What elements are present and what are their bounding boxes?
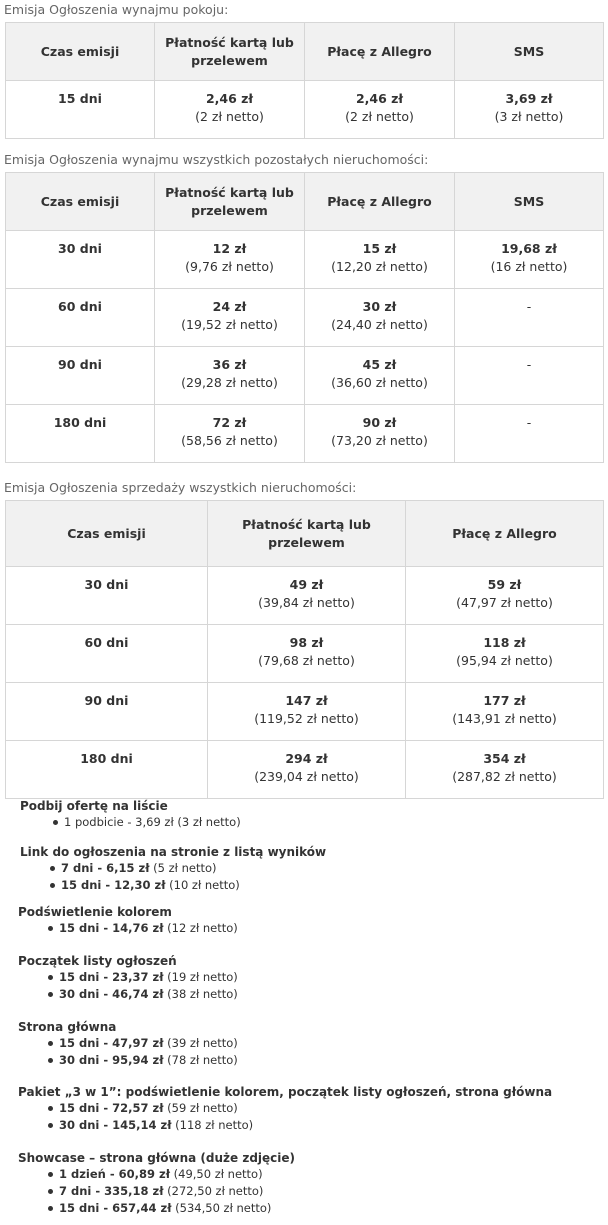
gross-price: 15 zł [362,241,397,256]
column-header: Płatność kartą lub przelewem [155,23,305,81]
price-cell [208,741,406,799]
duration-cell: 15 dni [6,81,155,139]
table-header-row [6,173,604,231]
net-price: (12,20 zł netto) [331,259,428,274]
net-price: (16 zł netto) [490,259,568,274]
gross-price: 12 zł [212,241,247,256]
list-item: 30 dni - 46,74 zł (38 zł netto) [45,986,238,1003]
sales-price-table [5,500,604,799]
duration-cell: 180 dni [6,741,208,799]
duration-cell: 180 dni [6,405,155,463]
table-row [6,741,604,799]
gross-price: 2,46 zł [355,91,404,106]
extra-title: Podświetlenie kolorem [18,905,172,919]
net-price: (239,04 zł netto) [254,769,359,784]
column-header: Czas emisji [6,173,155,231]
rooms-price-table [5,22,604,139]
gross-price: 90 zł [362,415,397,430]
column-header: Czas emisji [6,501,208,567]
duration-cell: 60 dni [6,289,155,347]
no-price-dash: - [526,299,532,314]
price-cell [455,231,604,289]
list-item: 15 dni - 12,30 zł (10 zł netto) [47,877,326,894]
duration-cell: 30 dni [6,231,155,289]
table-row [6,405,604,463]
sales-section-title: Emisja Ogłoszenia sprzedaży wszystkich nieruchomości: [4,480,357,495]
table-row [6,683,604,741]
extra-list-top [18,953,238,1003]
extra-package-3in1 [18,1084,552,1134]
net-price: (79,68 zł netto) [258,653,355,668]
net-price: (29,28 zł netto) [181,375,278,390]
gross-price: 72 zł [212,415,247,430]
net-price: (2 zł netto) [195,109,264,124]
net-price: (24,40 zł netto) [331,317,428,332]
table-row [6,567,604,625]
price-cell [406,741,604,799]
extra-showcase [18,1150,295,1217]
table-header-row [6,501,604,567]
column-header: Płatność kartą lub przelewem [155,173,305,231]
list-item: 1 podbicie - 3,69 zł (3 zł netto) [50,814,241,831]
extra-title: Pakiet „3 w 1”: podświetlenie kolorem, początek listy ogłoszeń, strona główna [18,1085,553,1099]
list-item: 7 dni - 6,15 zł (5 zł netto) [47,860,326,877]
list-item: 30 dni - 145,14 zł (118 zł netto) [45,1117,552,1134]
gross-price: 2,46 zł [205,91,254,106]
list-item: 15 dni - 14,76 zł (12 zł netto) [45,920,238,937]
gross-price: 19,68 zł [501,241,557,256]
extra-title: Showcase – strona główna (duże zdjęcie) [18,1151,296,1165]
net-price: (73,20 zł netto) [331,433,428,448]
rentals-price-table [5,172,604,463]
price-cell [305,231,455,289]
column-header: Płacę z Allegro [406,501,604,567]
net-price: (95,94 zł netto) [456,653,553,668]
extra-title: Początek listy ogłoszeń [18,954,177,968]
net-price: (119,52 zł netto) [254,711,359,726]
net-price: (47,97 zł netto) [456,595,553,610]
table-header-row [6,23,604,81]
price-cell [155,81,305,139]
rentals-section-title: Emisja Ogłoszenia wynajmu wszystkich pozostałych nieruchomości: [4,152,429,167]
net-price: (3 zł netto) [494,109,564,124]
table-row [6,231,604,289]
price-cell [305,405,455,463]
gross-price: 354 zł [483,751,526,766]
extra-highlight [18,904,238,937]
price-cell [208,683,406,741]
price-cell [208,625,406,683]
gross-price: 24 zł [212,299,247,314]
gross-price: 45 zł [362,357,397,372]
list-item: 15 dni - 23,37 zł (19 zł netto) [45,969,238,986]
net-price: (58,56 zł netto) [181,433,278,448]
price-cell [155,405,305,463]
no-price-dash: - [526,415,532,430]
list-item: 1 dzień - 60,89 zł (49,50 zł netto) [45,1166,295,1183]
rooms-section-title: Emisja Ogłoszenia wynajmu pokoju: [4,2,229,17]
extra-title: Strona główna [18,1020,117,1034]
net-price: (39,84 zł netto) [258,595,355,610]
net-price: (143,91 zł netto) [452,711,557,726]
price-cell [455,405,604,463]
gross-price: 147 zł [285,693,328,708]
table-row [6,347,604,405]
column-header: Płacę z Allegro [305,173,455,231]
column-header: SMS [455,23,604,81]
price-cell [208,567,406,625]
list-item: 7 dni - 335,18 zł (272,50 zł netto) [45,1183,295,1200]
extra-results-link [20,844,326,894]
gross-price: 36 zł [212,357,247,372]
price-cell [155,347,305,405]
column-header: Czas emisji [6,23,155,81]
price-cell [455,289,604,347]
extra-title: Podbij ofertę na liście [20,799,168,813]
duration-cell: 60 dni [6,625,208,683]
gross-price: 30 zł [362,299,397,314]
gross-price: 3,69 zł [505,91,553,106]
price-cell [455,347,604,405]
price-cell [406,625,604,683]
list-item: 15 dni - 47,97 zł (39 zł netto) [45,1035,238,1052]
price-cell [155,289,305,347]
price-cell [305,347,455,405]
table-row [6,289,604,347]
price-cell [305,81,455,139]
net-price: (9,76 zł netto) [185,259,274,274]
gross-price: 294 zł [285,751,328,766]
no-price-dash: - [526,357,532,372]
duration-cell: 90 dni [6,683,208,741]
duration-cell: 90 dni [6,347,155,405]
table-row [6,81,604,139]
extra-promote-offer [20,798,241,831]
price-cell [406,683,604,741]
duration-cell: 30 dni [6,567,208,625]
extra-homepage [18,1019,238,1069]
price-cell [155,231,305,289]
table-row [6,625,604,683]
column-header: Płacę z Allegro [305,23,455,81]
gross-price: 118 zł [483,635,526,650]
price-cell [305,289,455,347]
extra-title: Link do ogłoszenia na stronie z listą wyników [20,845,327,859]
net-price: (287,82 zł netto) [452,769,557,784]
price-cell [406,567,604,625]
column-header: Płatność kartą lub przelewem [208,501,406,567]
gross-price: 59 zł [487,577,522,592]
gross-price: 49 zł [289,577,324,592]
list-item: 15 dni - 72,57 zł (59 zł netto) [45,1100,552,1117]
net-price: (2 zł netto) [345,109,414,124]
price-cell [455,81,604,139]
net-price: (36,60 zł netto) [331,375,428,390]
gross-price: 177 zł [483,693,526,708]
column-header: SMS [455,173,604,231]
list-item: 15 dni - 657,44 zł (534,50 zł netto) [45,1200,295,1217]
list-item: 30 dni - 95,94 zł (78 zł netto) [45,1052,238,1069]
gross-price: 98 zł [289,635,324,650]
net-price: (19,52 zł netto) [181,317,278,332]
